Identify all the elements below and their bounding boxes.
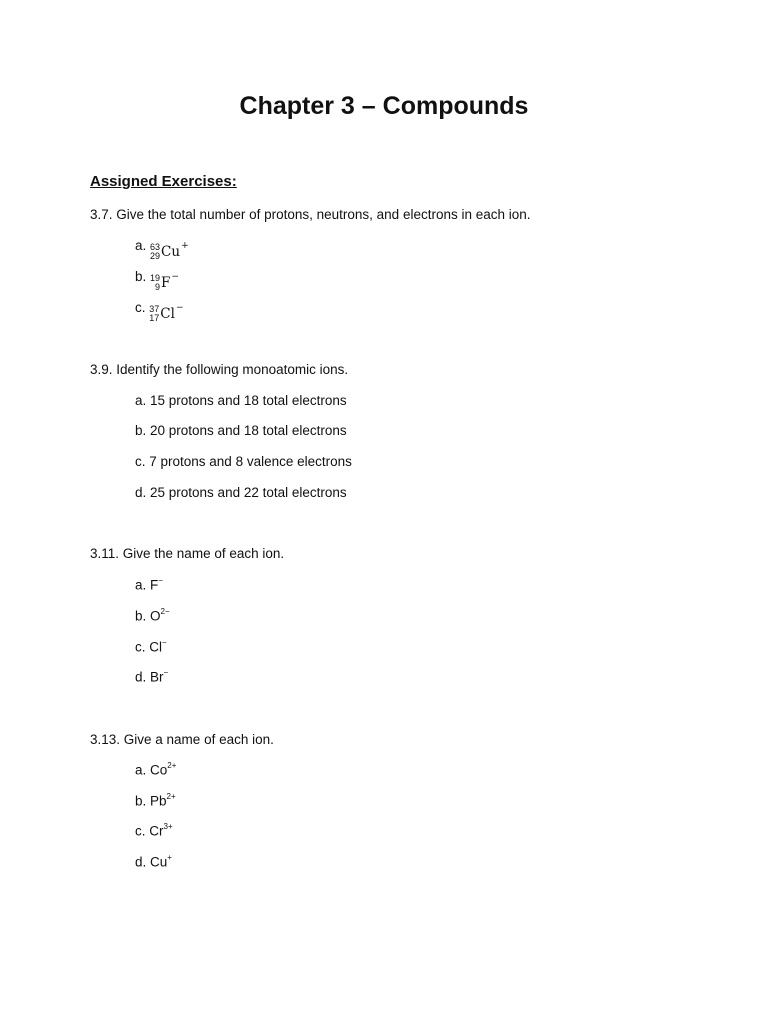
element-symbol: Br <box>150 669 164 685</box>
element-symbol: Cr <box>149 823 164 839</box>
ion-charge: + <box>167 853 172 862</box>
item-letter: b. <box>135 608 151 624</box>
ion-charge: − <box>158 576 163 585</box>
item-letter: c. <box>135 639 150 655</box>
element-symbol: Cu <box>161 244 181 260</box>
exercise-3-13-item-c <box>135 823 173 839</box>
exercise-3-9-prompt: 3.9. Identify the following monoatomic ions. <box>90 362 349 377</box>
exercise-3-7-item-b <box>135 269 179 292</box>
exercise-3-7-item-a <box>135 238 189 261</box>
item-letter: c. <box>135 300 146 315</box>
element-symbol: Cu <box>150 854 168 870</box>
atomic-number: 9 <box>155 282 161 292</box>
element-symbol: Cl <box>149 639 163 655</box>
mass-number: 19 <box>150 273 161 283</box>
isotope-notation <box>150 243 189 261</box>
ion-charge: − <box>163 668 169 677</box>
ion-charge: 3+ <box>163 822 173 831</box>
atomic-number: 17 <box>149 313 160 323</box>
element-symbol: Pb <box>150 793 167 809</box>
exercise-3-7-item-c <box>135 300 184 323</box>
exercise-3-11-item-b <box>135 608 170 624</box>
exercise-3-13-prompt: 3.13. Give a name of each ion. <box>90 732 274 747</box>
exercise-3-9-item-c: c. 7 protons and 8 valence electrons <box>135 454 352 469</box>
item-letter: c. <box>135 823 150 839</box>
ion-charge: 2+ <box>167 761 177 770</box>
section-heading: Assigned Exercises: <box>90 173 237 190</box>
ion-charge: + <box>181 241 189 251</box>
item-letter: d. <box>135 854 151 870</box>
element-symbol: O <box>150 608 161 624</box>
ion-charge: 2+ <box>166 792 176 801</box>
atomic-number: 29 <box>150 251 161 261</box>
mass-number: 63 <box>150 242 161 252</box>
exercise-3-9-item-a: a. 15 protons and 18 total electrons <box>135 393 347 408</box>
exercise-3-13-item-a <box>135 762 176 778</box>
element-symbol: F <box>150 577 159 593</box>
element-symbol: F <box>161 275 171 291</box>
page-title: Chapter 3 – Compounds <box>239 92 529 120</box>
exercise-3-11-item-a <box>135 577 163 593</box>
exercise-3-13-item-b <box>135 793 176 809</box>
item-letter: b. <box>135 793 151 809</box>
element-symbol: Cl <box>160 306 175 322</box>
ion-charge: − <box>162 638 167 647</box>
item-letter: a. <box>135 577 151 593</box>
exercise-3-7-prompt: 3.7. Give the total number of protons, neutrons, and electrons in each ion. <box>90 207 531 222</box>
ion-charge: 2− <box>160 607 170 616</box>
element-symbol: Co <box>150 762 168 778</box>
exercise-3-11-item-d <box>135 669 168 685</box>
item-letter: b. <box>135 269 147 284</box>
ion-charge: − <box>171 272 179 282</box>
item-letter: a. <box>135 762 151 778</box>
ion-charge: − <box>175 303 184 313</box>
exercise-3-9-item-b: b. 20 protons and 18 total electrons <box>135 423 347 438</box>
mass-number: 37 <box>149 304 160 314</box>
item-letter: a. <box>135 238 147 253</box>
isotope-notation <box>150 274 179 292</box>
item-letter: d. <box>135 669 151 685</box>
exercise-3-13-item-d <box>135 854 172 870</box>
exercise-3-9-item-d: d. 25 protons and 22 total electrons <box>135 485 347 500</box>
isotope-notation <box>149 305 183 323</box>
exercise-3-11-prompt: 3.11. Give the name of each ion. <box>90 546 285 561</box>
exercise-3-11-item-c <box>135 639 167 655</box>
